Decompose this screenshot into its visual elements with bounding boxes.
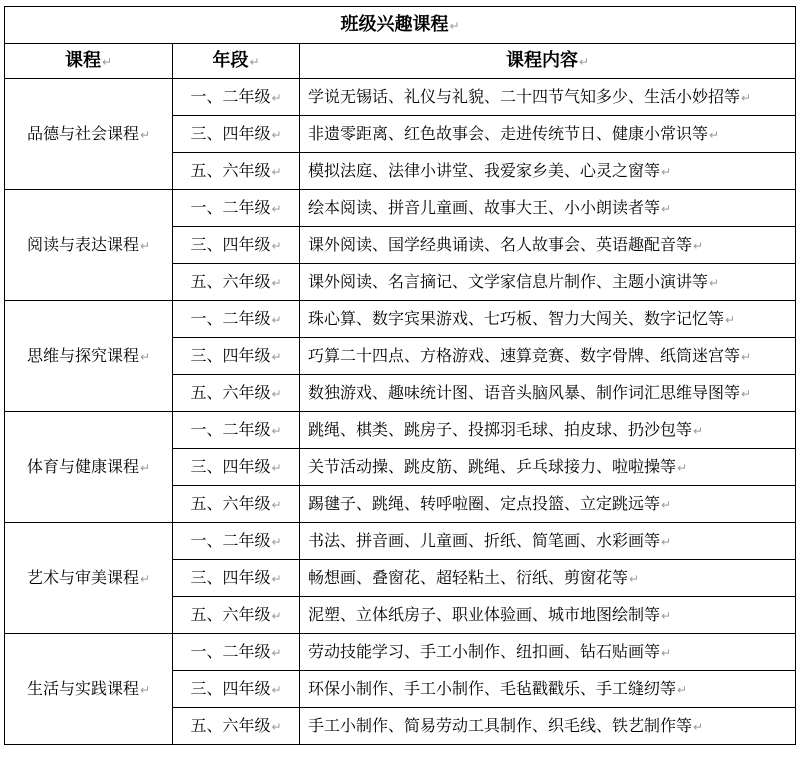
content-cell [300,708,796,745]
paragraph-mark: ↵ [709,128,720,142]
paragraph-mark: ↵ [271,424,282,438]
course-content: 非遗零距离、红色故事会、走进传统节日、健康小常识等 [308,124,709,143]
grade-label: 一、二年级 [190,87,271,106]
content-cell [300,634,796,671]
paragraph-mark: ↵ [139,461,151,475]
paragraph-mark: ↵ [693,239,704,253]
paragraph-mark: ↵ [271,609,282,623]
paragraph-mark: ↵ [271,646,282,660]
course-content: 模拟法庭、法律小讲堂、我爱家乡美、心灵之窗等 [308,161,661,180]
grade-cell [173,153,300,190]
paragraph-mark: ↵ [271,572,282,586]
paragraph-mark: ↵ [271,350,282,364]
grade-label: 一、二年级 [190,642,271,661]
paragraph-mark: ↵ [271,535,282,549]
grade-label: 一、二年级 [190,531,271,550]
course-content: 珠心算、数字宾果游戏、七巧板、智力大闯关、数字记忆等 [308,309,725,328]
grade-label: 五、六年级 [190,383,271,402]
grade-cell [173,190,300,227]
grade-label: 一、二年级 [190,198,271,217]
content-cell [300,227,796,264]
paragraph-mark: ↵ [271,498,282,512]
table-title-cell [5,7,796,44]
content-cell [300,597,796,634]
paragraph-mark: ↵ [661,609,672,623]
paragraph-mark: ↵ [271,461,282,475]
title-row [5,7,796,44]
paragraph-mark: ↵ [661,165,672,179]
grade-label: 三、四年级 [190,124,271,143]
course-content: 绘本阅读、拼音儿童画、故事大王、小小朗读者等 [308,198,661,217]
paragraph-mark: ↵ [741,350,752,364]
grade-cell [173,597,300,634]
header-grade: 年段↵ [173,44,300,79]
grade-cell [173,79,300,116]
paragraph-mark: ↵ [271,683,282,697]
table-row [5,190,796,227]
content-cell [300,79,796,116]
content-cell [300,338,796,375]
grade-label: 五、六年级 [190,272,271,291]
course-content: 手工小制作、简易劳动工具制作、织毛线、铁艺制作等 [308,716,693,735]
paragraph-mark: ↵ [693,424,704,438]
grade-label: 五、六年级 [190,605,271,624]
table-row [5,301,796,338]
header-content: 课程内容↵ [300,44,796,79]
course-name-cell [5,634,173,745]
table-row [5,79,796,116]
paragraph-mark: ↵ [578,55,590,69]
table-row [5,412,796,449]
grade-cell [173,375,300,412]
grade-cell [173,634,300,671]
content-cell [300,190,796,227]
course-name: 品德与社会课程 [26,124,139,143]
header-course: 课程↵ [5,44,173,79]
content-cell [300,671,796,708]
course-name-cell [5,523,173,634]
grade-label: 五、六年级 [190,161,271,180]
paragraph-mark: ↵ [271,91,282,105]
paragraph-mark: ↵ [249,55,260,69]
paragraph-mark: ↵ [271,387,282,401]
grade-label: 三、四年级 [190,235,271,254]
course-content: 巧算二十四点、方格游戏、速算竞赛、数字骨牌、纸筒迷宫等 [308,346,741,365]
content-cell [300,116,796,153]
grade-cell [173,523,300,560]
course-name: 生活与实践课程 [26,679,139,698]
paragraph-mark: ↵ [677,683,688,697]
course-name-cell [5,301,173,412]
content-cell [300,449,796,486]
paragraph-mark: ↵ [139,572,151,586]
grade-label: 三、四年级 [190,568,271,587]
content-cell [300,153,796,190]
paragraph-mark: ↵ [725,313,736,327]
course-name-cell [5,79,173,190]
table-title: 班级兴趣课程 [340,14,449,35]
course-name-cell [5,190,173,301]
content-cell [300,523,796,560]
content-cell [300,412,796,449]
course-document [4,6,796,745]
course-content: 劳动技能学习、手工小制作、纽扣画、钻石贴画等 [308,642,661,661]
grade-label: 一、二年级 [190,420,271,439]
grade-label: 一、二年级 [190,309,271,328]
paragraph-mark: ↵ [101,55,113,69]
grade-cell [173,338,300,375]
header-row [5,44,796,79]
grade-label: 五、六年级 [190,716,271,735]
content-cell [300,375,796,412]
course-content: 数独游戏、趣味统计图、语音头脑风暴、制作词汇思维导图等 [308,383,741,402]
paragraph-mark: ↵ [271,165,282,179]
grade-cell [173,264,300,301]
grade-cell [173,449,300,486]
content-cell [300,264,796,301]
paragraph-mark: ↵ [271,720,282,734]
paragraph-mark: ↵ [271,313,282,327]
paragraph-mark: ↵ [677,461,688,475]
grade-label: 五、六年级 [190,494,271,513]
paragraph-mark: ↵ [741,91,752,105]
course-content: 踢毽子、跳绳、转呼啦圈、定点投篮、立定跳远等 [308,494,661,513]
paragraph-mark: ↵ [741,387,752,401]
paragraph-mark: ↵ [661,535,672,549]
course-content: 泥塑、立体纸房子、职业体验画、城市地图绘制等 [308,605,661,624]
paragraph-mark: ↵ [629,572,640,586]
content-cell [300,486,796,523]
course-content: 环保小制作、手工小制作、毛毡戳戳乐、手工缝纫等 [308,679,677,698]
paragraph-mark: ↵ [661,646,672,660]
grade-cell [173,301,300,338]
content-cell [300,560,796,597]
interest-course-table [4,6,796,745]
paragraph-mark: ↵ [661,202,672,216]
paragraph-mark: ↵ [271,202,282,216]
paragraph-mark: ↵ [693,720,704,734]
course-name-cell [5,412,173,523]
grade-cell [173,708,300,745]
grade-label: 三、四年级 [190,457,271,476]
grade-cell [173,116,300,153]
course-content: 关节活动操、跳皮筋、跳绳、乒乓球接力、啦啦操等 [308,457,677,476]
course-name: 思维与探究课程 [26,346,139,365]
course-content: 跳绳、棋类、跳房子、投掷羽毛球、拍皮球、扔沙包等 [308,420,693,439]
grade-label: 三、四年级 [190,346,271,365]
course-name: 艺术与审美课程 [26,568,139,587]
course-content: 书法、拼音画、儿童画、折纸、简笔画、水彩画等 [308,531,661,550]
course-content: 课外阅读、国学经典诵读、名人故事会、英语趣配音等 [308,235,693,254]
paragraph-mark: ↵ [139,128,151,142]
course-name: 体育与健康课程 [26,457,139,476]
paragraph-mark: ↵ [271,128,282,142]
grade-cell [173,486,300,523]
grade-cell [173,227,300,264]
paragraph-mark: ↵ [139,239,151,253]
grade-cell [173,671,300,708]
course-name: 阅读与表达课程 [26,235,139,254]
paragraph-mark: ↵ [139,683,151,697]
table-row [5,523,796,560]
paragraph-mark: ↵ [661,498,672,512]
paragraph-mark: ↵ [271,239,282,253]
course-content: 学说无锡话、礼仪与礼貌、二十四节气知多少、生活小妙招等 [308,87,741,106]
table-row [5,634,796,671]
paragraph-mark: ↵ [139,350,151,364]
content-cell [300,301,796,338]
paragraph-mark: ↵ [449,19,460,33]
course-content: 畅想画、叠窗花、超轻粘土、衍纸、剪窗花等 [308,568,629,587]
course-content: 课外阅读、名言摘记、文学家信息片制作、主题小演讲等 [308,272,709,291]
grade-label: 三、四年级 [190,679,271,698]
paragraph-mark: ↵ [709,276,720,290]
grade-cell [173,412,300,449]
grade-cell [173,560,300,597]
paragraph-mark: ↵ [271,276,282,290]
